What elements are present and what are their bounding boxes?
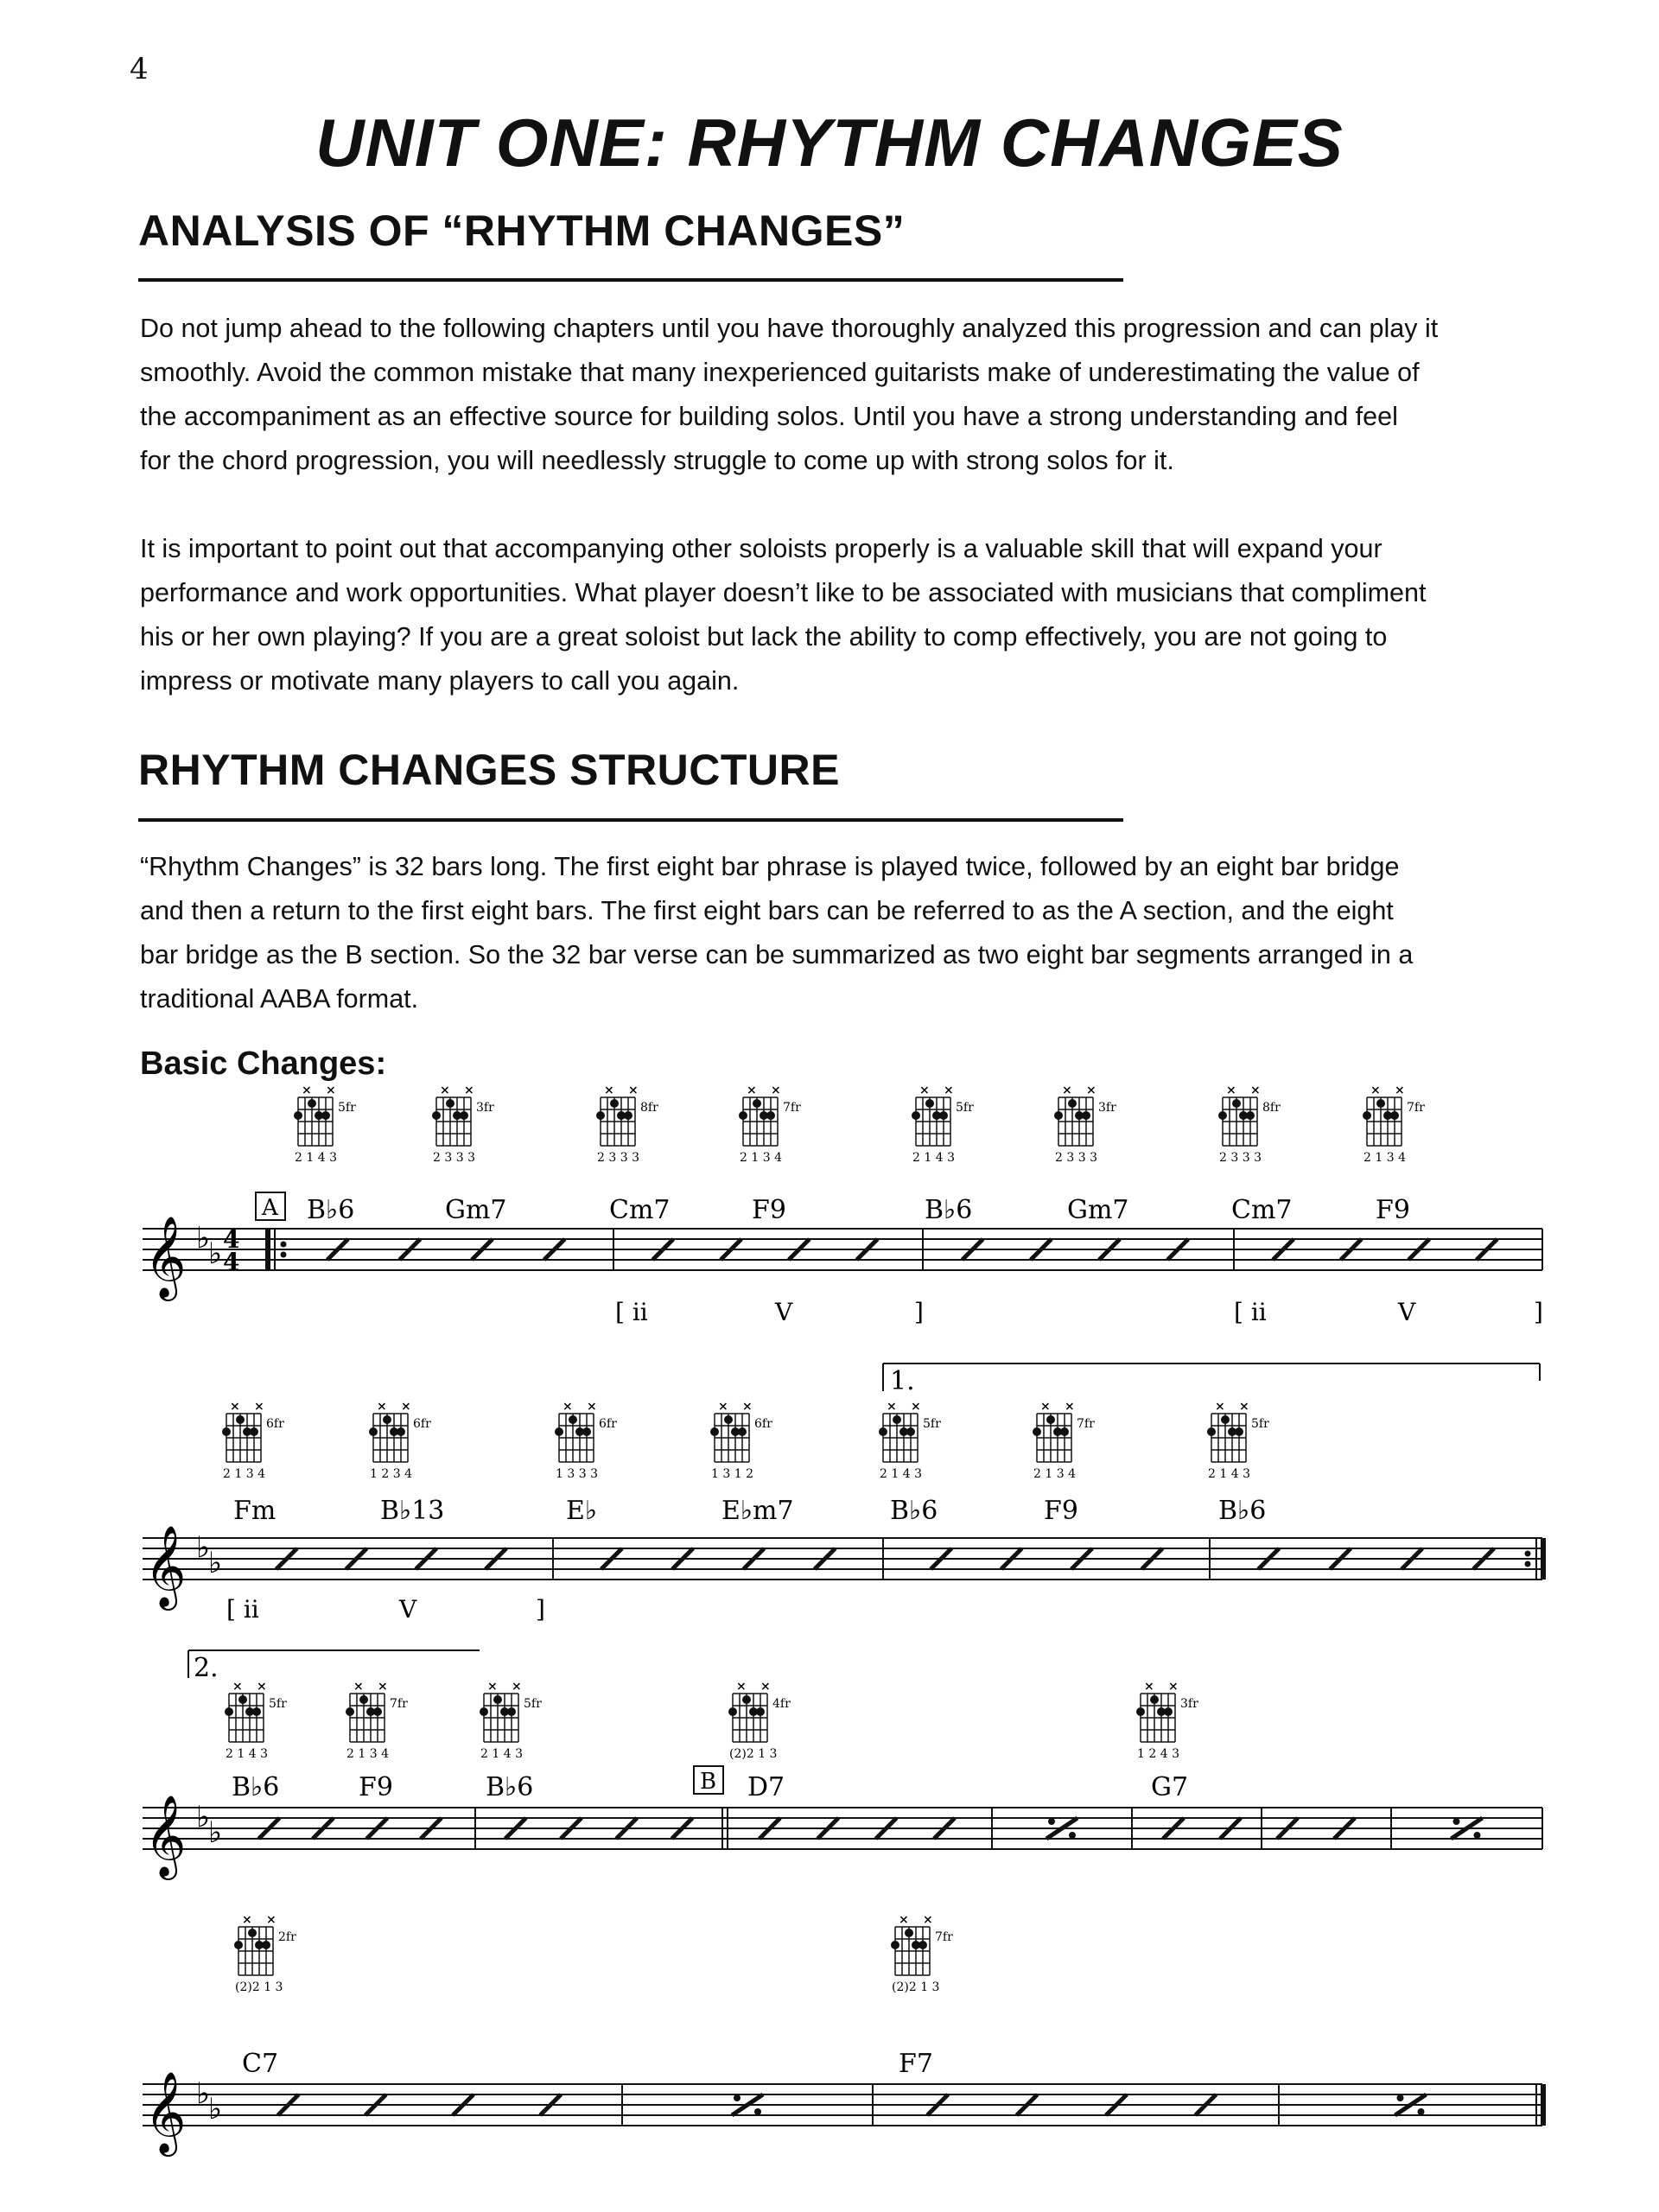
fingering-label: 2 3 3 3 (597, 1151, 639, 1165)
fingering-label: (2)2 1 3 (235, 1980, 283, 1994)
fingering-label: (2)2 1 3 (729, 1747, 778, 1761)
finger-dot (1221, 1415, 1230, 1424)
muted-string-icon: × (747, 1084, 757, 1097)
finger-dot (1232, 1099, 1241, 1108)
muted-string-icon: × (742, 1400, 753, 1414)
finger-dot (918, 1941, 927, 1949)
flat-icon: ♭ (208, 1815, 223, 1850)
fingering-label: 2 1 4 3 (912, 1151, 955, 1165)
finger-dot (1246, 1111, 1255, 1120)
fingering-label: 2 1 4 3 (880, 1467, 922, 1481)
fret-label: 5fr (524, 1697, 542, 1711)
muted-string-icon: × (1215, 1400, 1225, 1414)
fret-label: 5fr (923, 1417, 941, 1431)
finger-dot (1164, 1707, 1173, 1716)
fingering-label: 1 3 1 2 (711, 1467, 753, 1481)
chord-symbol: F7 (899, 2049, 933, 2079)
muted-string-icon: × (563, 1400, 573, 1414)
muted-string-icon: × (1226, 1084, 1236, 1097)
muted-string-icon: × (1086, 1084, 1096, 1097)
muted-string-icon: × (440, 1084, 450, 1097)
muted-string-icon: × (944, 1084, 954, 1097)
fingering-label: 1 2 4 3 (1137, 1747, 1179, 1761)
fingering-label: 2 1 3 4 (1033, 1467, 1076, 1481)
finger-dot (397, 1427, 405, 1436)
fret-label: 8fr (1262, 1101, 1281, 1115)
measure-repeat-dot (1418, 2108, 1425, 2115)
muted-string-icon: × (1062, 1084, 1072, 1097)
fingering-label: 2 1 4 3 (1208, 1467, 1250, 1481)
page-number: 4 (130, 52, 149, 86)
muted-string-icon: × (587, 1400, 597, 1414)
unit-title: UNIT ONE: RHYTHM CHANGES (315, 105, 1344, 181)
time-signature-top: 4 (223, 1225, 240, 1254)
muted-string-icon: × (923, 1913, 933, 1927)
finger-dot (939, 1111, 948, 1120)
finger-dot (383, 1415, 391, 1424)
text-line: his or her own playing? If you are a great soloist but lack the ability to comp effectively, you are not going to (140, 622, 1388, 652)
finger-dot (507, 1707, 516, 1716)
fret-label: 3fr (1098, 1101, 1116, 1115)
chord-symbol: B♭6 (232, 1772, 280, 1802)
muted-string-icon: × (1144, 1680, 1154, 1694)
flat-icon: ♭ (196, 2076, 211, 2111)
fingering-label: 2 1 3 4 (740, 1151, 782, 1165)
treble-clef-icon: 𝄞 (144, 2071, 187, 2153)
chord-symbol: Gm7 (445, 1195, 507, 1225)
flat-icon: ♭ (208, 1546, 223, 1580)
fingering-label: 2 1 4 3 (295, 1151, 337, 1165)
finger-dot (1136, 1707, 1145, 1716)
muted-string-icon: × (401, 1400, 411, 1414)
fingering-label: 2 1 4 3 (226, 1747, 268, 1761)
finger-dot (610, 1099, 619, 1108)
finger-dot (346, 1707, 354, 1716)
fingering-label: 2 3 3 3 (1055, 1151, 1097, 1165)
finger-dot (480, 1707, 488, 1716)
finger-dot (308, 1099, 316, 1108)
muted-string-icon: × (911, 1400, 921, 1414)
analysis-label: V (775, 1298, 793, 1326)
text-line: impress or motivate many players to call you again. (140, 666, 740, 696)
finger-dot (359, 1695, 368, 1704)
chord-symbol: F9 (359, 1772, 393, 1802)
finger-dot (1235, 1427, 1243, 1436)
fingering-label: 2 1 3 4 (346, 1747, 389, 1761)
finger-dot (369, 1427, 378, 1436)
muted-string-icon: × (718, 1400, 728, 1414)
muted-string-icon: × (1250, 1084, 1261, 1097)
measure-repeat-dot (754, 2108, 761, 2115)
treble-clef-icon: 𝄞 (144, 1795, 187, 1877)
finger-dot (225, 1707, 233, 1716)
finger-dot (596, 1111, 605, 1120)
analysis-label: ] (536, 1595, 545, 1624)
muted-string-icon: × (887, 1400, 897, 1414)
analysis-label: [ ii (1234, 1298, 1267, 1326)
fingering-label: 1 2 3 4 (370, 1467, 412, 1481)
finger-dot (555, 1427, 563, 1436)
finger-dot (238, 1695, 247, 1704)
finger-dot (1033, 1427, 1041, 1436)
chord-symbol: G7 (1151, 1772, 1189, 1802)
finger-dot (925, 1099, 934, 1108)
text-line: smoothly. Avoid the common mistake that many inexperienced guitarists make of underestimating the value of (140, 358, 1420, 387)
fret-label: 5fr (1251, 1417, 1269, 1431)
finger-dot (1082, 1111, 1090, 1120)
time-signature-bottom: 4 (223, 1248, 240, 1276)
measure-repeat-dot (1048, 1818, 1055, 1825)
repeat-dot (281, 1242, 287, 1248)
fret-label: 5fr (956, 1101, 974, 1115)
repeat-dot (1525, 1561, 1531, 1567)
fingering-label: 2 1 3 4 (223, 1467, 265, 1481)
muted-string-icon: × (257, 1680, 267, 1694)
fret-label: 8fr (640, 1101, 658, 1115)
first-ending-label: 1. (890, 1366, 915, 1396)
finger-dot (905, 1929, 913, 1937)
fret-label: 7fr (935, 1930, 953, 1944)
finger-dot (1068, 1099, 1077, 1108)
muted-string-icon: × (230, 1400, 240, 1414)
finger-dot (742, 1695, 751, 1704)
fret-label: 3fr (1180, 1697, 1198, 1711)
muted-string-icon: × (242, 1913, 252, 1927)
analysis-label: [ ii (226, 1595, 259, 1624)
muted-string-icon: × (487, 1680, 498, 1694)
finger-dot (753, 1099, 761, 1108)
fingering-label: 1 3 3 3 (556, 1467, 598, 1481)
analysis-label: [ ii (615, 1298, 648, 1326)
finger-dot (1218, 1111, 1227, 1120)
finger-dot (724, 1415, 733, 1424)
repeat-dot (1525, 1551, 1531, 1557)
fret-label: 5fr (269, 1697, 287, 1711)
second-ending-label: 2. (194, 1653, 219, 1683)
text-line: and then a return to the first eight bars. The first eight bars can be referred to as the A section, and the eight (140, 896, 1394, 925)
muted-string-icon: × (326, 1084, 336, 1097)
muted-string-icon: × (1168, 1680, 1179, 1694)
finger-dot (1060, 1427, 1069, 1436)
chord-symbol: B♭6 (486, 1772, 534, 1802)
finger-dot (446, 1099, 454, 1108)
fret-label: 6fr (599, 1417, 617, 1431)
muted-string-icon: × (899, 1913, 909, 1927)
measure-repeat-dot (1397, 2094, 1404, 2101)
finger-dot (1054, 1111, 1063, 1120)
fret-label: 6fr (266, 1417, 284, 1431)
muted-string-icon: × (1370, 1084, 1381, 1097)
text-line: for the chord progression, you will needlessly struggle to come up with strong solos for it. (140, 446, 1174, 475)
fret-label: 4fr (772, 1697, 791, 1711)
finger-dot (893, 1415, 901, 1424)
repeat-dot (281, 1252, 287, 1258)
chord-symbol: B♭6 (1218, 1496, 1267, 1526)
finger-dot (294, 1111, 302, 1120)
finger-dot (262, 1941, 270, 1949)
analysis-label: V (399, 1595, 417, 1624)
finger-dot (222, 1427, 231, 1436)
finger-dot (766, 1111, 775, 1120)
fingering-label: 2 1 4 3 (480, 1747, 523, 1761)
chord-symbol: B♭6 (307, 1195, 355, 1225)
finger-dot (756, 1707, 765, 1716)
fingering-label: (2)2 1 3 (892, 1980, 940, 1994)
chord-symbol: Fm (233, 1496, 276, 1526)
muted-string-icon: × (1239, 1400, 1249, 1414)
flat-icon: ♭ (208, 2092, 223, 2126)
finger-dot (432, 1111, 441, 1120)
fingering-label: 2 1 3 4 (1363, 1151, 1406, 1165)
finger-dot (879, 1427, 887, 1436)
muted-string-icon: × (919, 1084, 930, 1097)
muted-string-icon: × (254, 1400, 264, 1414)
finger-dot (906, 1427, 915, 1436)
basic-changes-label: Basic Changes: (140, 1046, 387, 1082)
text-line: traditional AABA format. (140, 984, 419, 1014)
muted-string-icon: × (353, 1680, 364, 1694)
muted-string-icon: × (760, 1680, 771, 1694)
chord-symbol: B♭6 (925, 1195, 973, 1225)
muted-string-icon: × (628, 1084, 639, 1097)
fret-label: 6fr (754, 1417, 772, 1431)
muted-string-icon: × (302, 1084, 312, 1097)
finger-dot (250, 1427, 258, 1436)
muted-string-icon: × (604, 1084, 614, 1097)
treble-clef-icon: 𝄞 (144, 1216, 187, 1298)
chord-symbol: D7 (747, 1772, 785, 1802)
muted-string-icon: × (1395, 1084, 1405, 1097)
measure-repeat-dot (1453, 1818, 1460, 1825)
muted-string-icon: × (512, 1680, 522, 1694)
finger-dot (1376, 1099, 1385, 1108)
rehearsal-mark: B (700, 1769, 717, 1795)
flat-icon: ♭ (196, 1221, 211, 1255)
finger-dot (1150, 1695, 1159, 1704)
treble-clef-icon: 𝄞 (144, 1525, 187, 1607)
finger-dot (738, 1427, 747, 1436)
chord-symbol: Gm7 (1067, 1195, 1129, 1225)
analysis-label: ] (1534, 1298, 1543, 1326)
fingering-label: 2 3 3 3 (1219, 1151, 1262, 1165)
analysis-label: ] (914, 1298, 924, 1326)
fret-label: 7fr (783, 1101, 801, 1115)
chord-symbol: Cm7 (609, 1195, 671, 1225)
text-line: the accompaniment as an effective source for building solos. Until you have a strong understanding and feel (140, 402, 1398, 431)
chord-symbol: Cm7 (1231, 1195, 1293, 1225)
muted-string-icon: × (736, 1680, 747, 1694)
analysis-label: V (1398, 1298, 1416, 1326)
finger-dot (1046, 1415, 1055, 1424)
finger-dot (373, 1707, 382, 1716)
muted-string-icon: × (377, 1400, 387, 1414)
muted-string-icon: × (232, 1680, 243, 1694)
finger-dot (891, 1941, 899, 1949)
text-line: “Rhythm Changes” is 32 bars long. The first eight bar phrase is played twice, followed by an eight bar bridge (140, 852, 1400, 881)
muted-string-icon: × (464, 1084, 474, 1097)
finger-dot (582, 1427, 591, 1436)
muted-string-icon: × (1065, 1400, 1075, 1414)
text-line: bar bridge as the B section. So the 32 bar verse can be summarized as two eight bar segments arranged in a (140, 940, 1414, 969)
fret-label: 5fr (338, 1101, 356, 1115)
chord-symbol: F9 (1044, 1496, 1078, 1526)
finger-dot (569, 1415, 577, 1424)
chord-symbol: B♭6 (890, 1496, 938, 1526)
finger-dot (460, 1111, 468, 1120)
finger-dot (236, 1415, 245, 1424)
fret-label: 3fr (476, 1101, 494, 1115)
muted-string-icon: × (378, 1680, 388, 1694)
finger-dot (912, 1111, 920, 1120)
muted-string-icon: × (1040, 1400, 1051, 1414)
chord-symbol: E♭ (566, 1496, 598, 1526)
finger-dot (1390, 1111, 1399, 1120)
finger-dot (624, 1111, 632, 1120)
chord-symbol: B♭13 (380, 1496, 445, 1526)
fret-label: 7fr (390, 1697, 408, 1711)
finger-dot (1363, 1111, 1371, 1120)
finger-dot (248, 1929, 257, 1937)
fret-label: 7fr (1077, 1417, 1095, 1431)
measure-repeat-dot (734, 2094, 741, 2101)
finger-dot (493, 1695, 502, 1704)
muted-string-icon: × (266, 1913, 276, 1927)
text-line: performance and work opportunities. What player doesn’t like to be associated with musicians that compliment (140, 578, 1427, 607)
finger-dot (321, 1111, 330, 1120)
finger-dot (1207, 1427, 1216, 1436)
fingering-label: 2 3 3 3 (433, 1151, 475, 1165)
analysis-heading: ANALYSIS OF “RHYTHM CHANGES” (138, 207, 906, 255)
flat-icon: ♭ (196, 1530, 211, 1565)
muted-string-icon: × (771, 1084, 781, 1097)
finger-dot (252, 1707, 261, 1716)
finger-dot (739, 1111, 747, 1120)
finger-dot (710, 1427, 719, 1436)
fret-label: 7fr (1407, 1101, 1425, 1115)
finger-dot (728, 1707, 737, 1716)
text-line: It is important to point out that accompanying other soloists properly is a valuable skill that will expand your (140, 534, 1382, 563)
text-line: Do not jump ahead to the following chapters until you have thoroughly analyzed this progression and can play it (140, 314, 1439, 343)
finger-dot (234, 1941, 243, 1949)
measure-repeat-dot (1069, 1832, 1076, 1839)
flat-icon: ♭ (196, 1800, 211, 1834)
chord-symbol: C7 (242, 2049, 279, 2079)
rehearsal-mark: A (262, 1195, 278, 1221)
chord-symbol: F9 (752, 1195, 786, 1225)
measure-repeat-dot (1474, 1832, 1481, 1839)
flat-icon: ♭ (208, 1236, 223, 1271)
fret-label: 2fr (278, 1930, 296, 1944)
fret-label: 6fr (413, 1417, 431, 1431)
chord-symbol: E♭m7 (721, 1496, 794, 1526)
chord-symbol: F9 (1376, 1195, 1410, 1225)
structure-heading: RHYTHM CHANGES STRUCTURE (138, 746, 840, 794)
